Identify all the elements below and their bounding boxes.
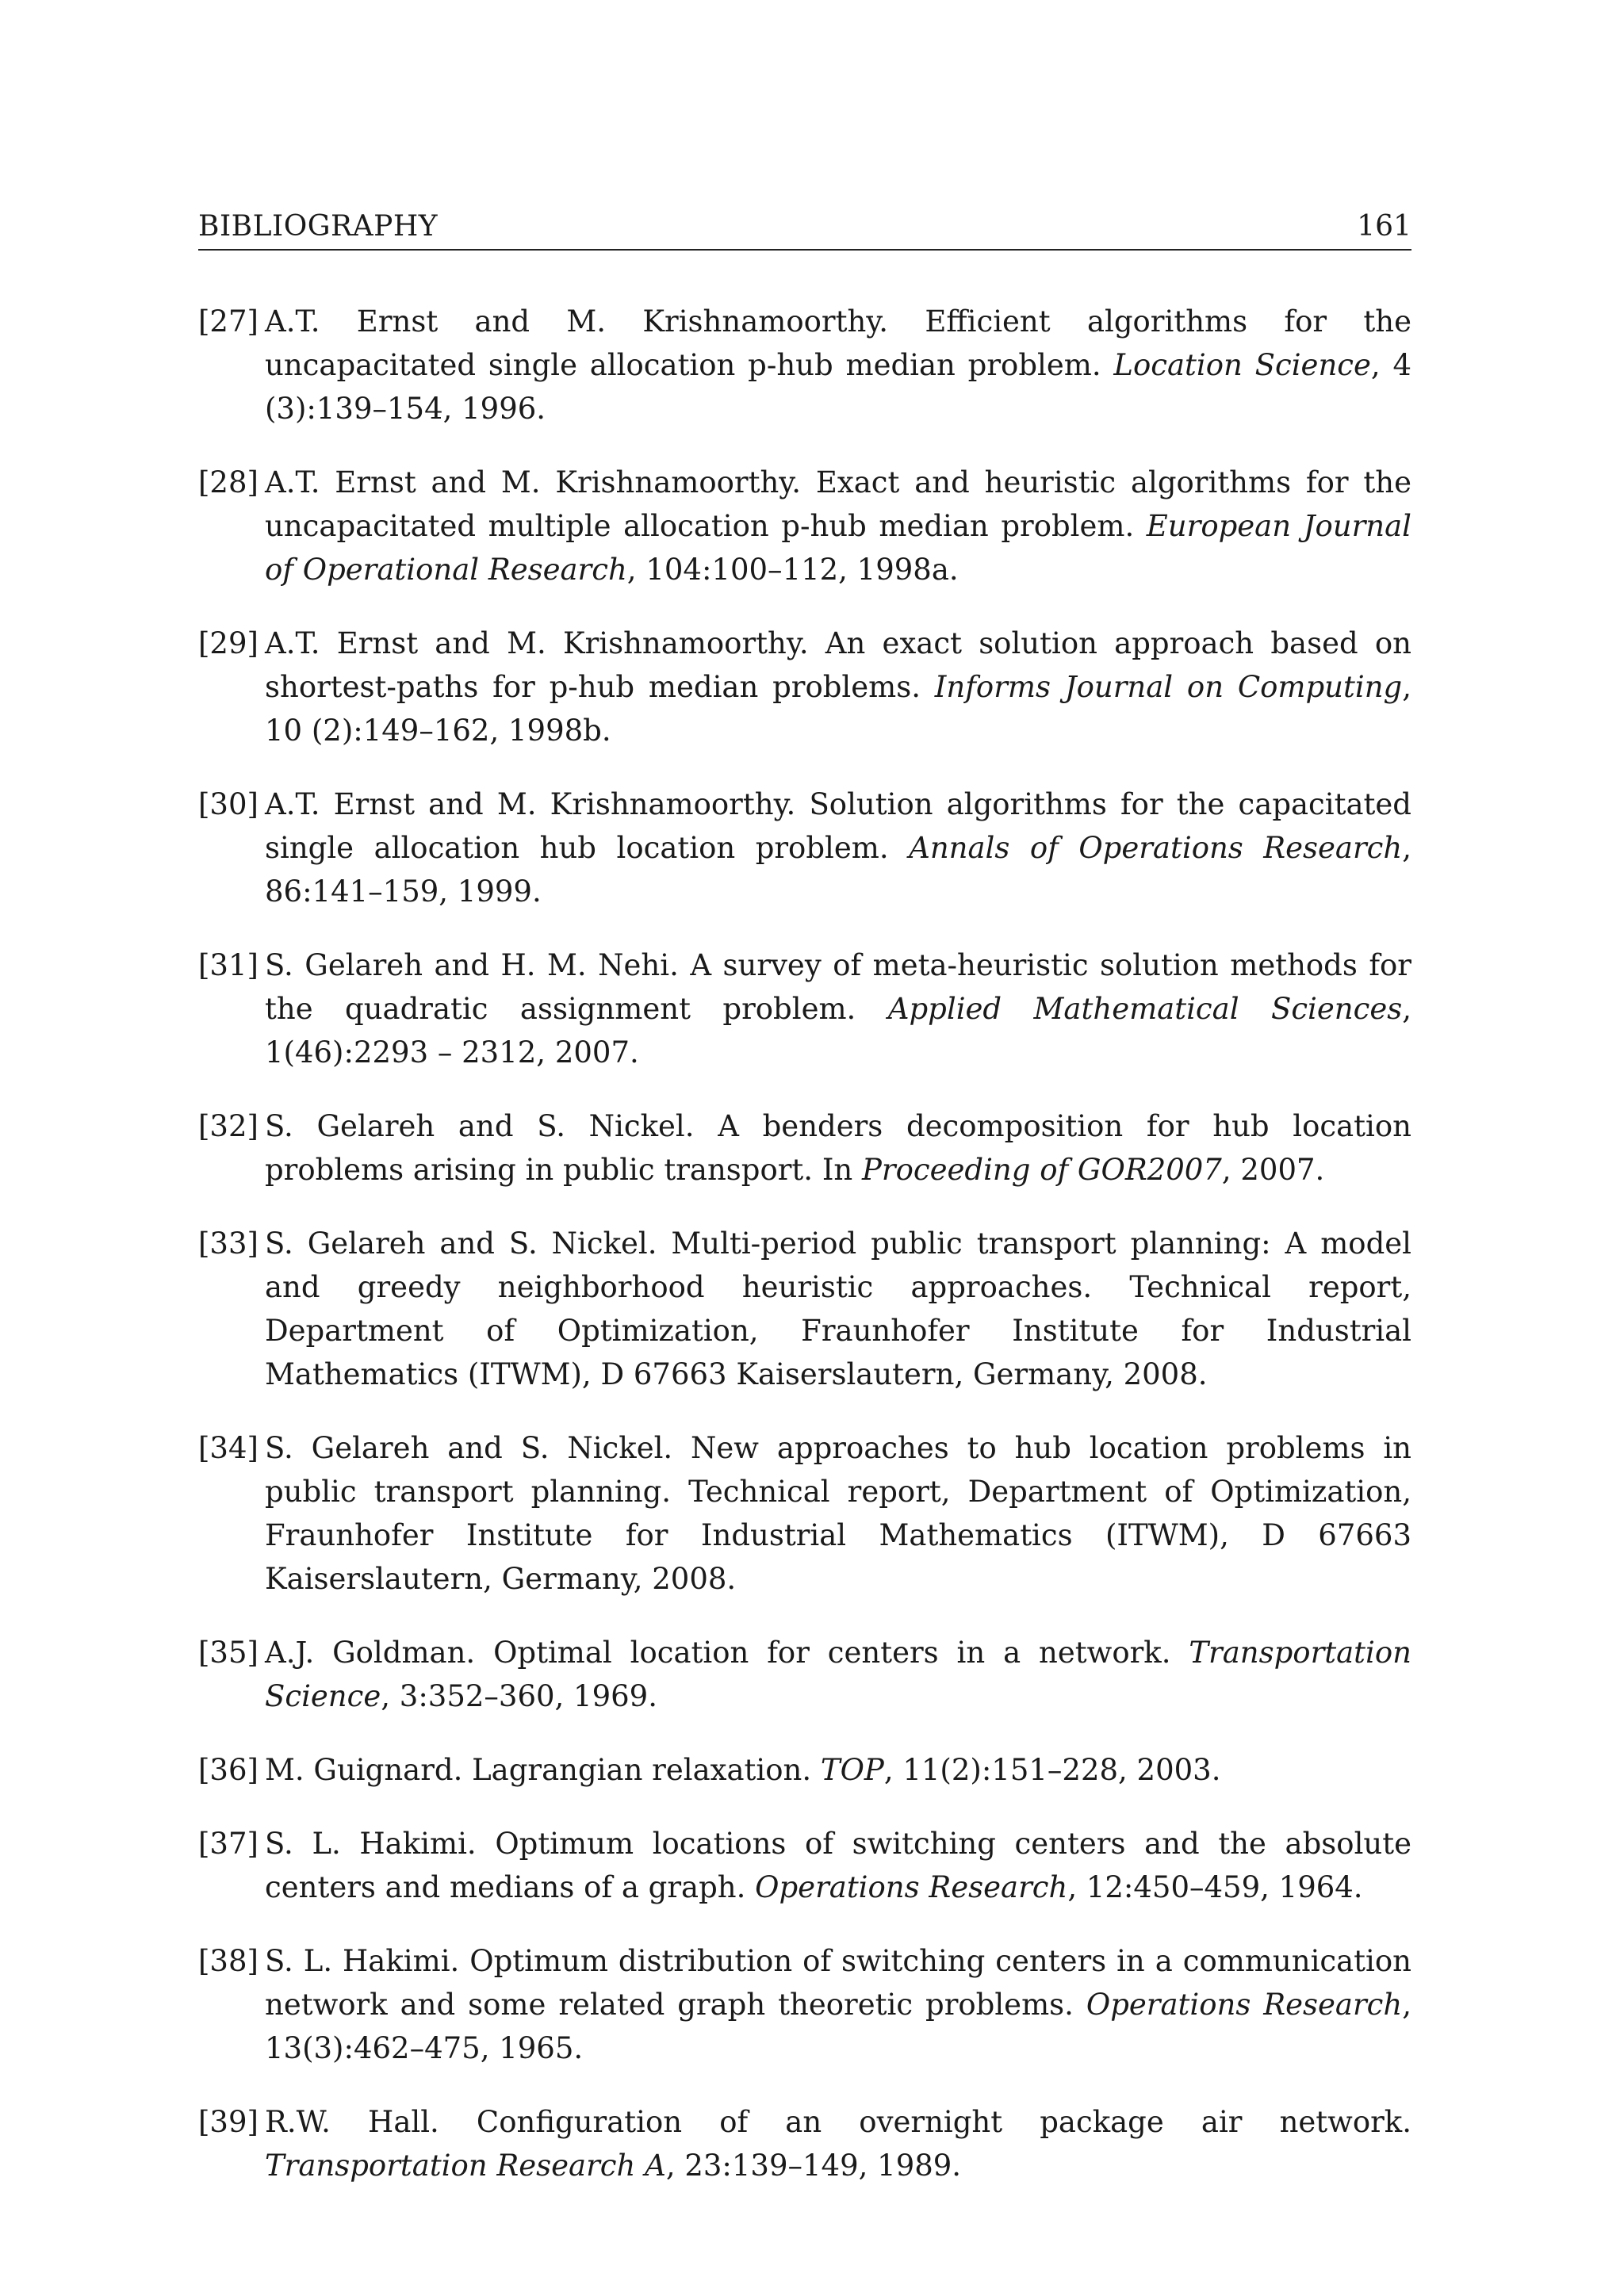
bib-entry-33 [198,1222,1411,1396]
entry-text: S. Gelareh and H. M. Nehi. A survey of meta-heuristic solution methods for the quadratic assignment problem. [265,948,1411,1026]
entry-label: [35] [198,1636,259,1670]
entry-label: [36] [198,1753,259,1787]
entry-venue: Informs Journal on Computing [934,670,1403,704]
entry-text: A.T. Ernst and M. Krishnamoorthy. Exact and heuristic algorithms for the uncapacitated multiple allocation p-hub median problem. [265,465,1411,543]
entry-details: , 23:139–149, 1989. [665,2149,962,2183]
entry-label: [29] [198,626,259,660]
entry-details: , 3:352–360, 1969. [381,1679,657,1713]
entry-label: [37] [198,1827,259,1861]
entry-venue: Location Science [1113,348,1371,382]
bib-entry-28 [198,461,1411,591]
entry-details: , 104:100–112, 1998a. [626,553,959,587]
entry-text: A.J. Goldman. Optimal location for centers in a network. [265,1636,1189,1670]
entry-details: , 1(46):2293 – 2312, 2007. [265,992,1411,1070]
entry-label: [33] [198,1226,259,1261]
running-header [198,205,1411,251]
bib-entry-30 [198,783,1411,913]
entry-label: [32] [198,1109,259,1143]
entry-venue: Annals of Operations Research [909,831,1403,865]
entry-venue: European Journal of Operational Research [265,509,1411,587]
entry-text: S. L. Hakimi. Optimum distribution of switching centers in a communication network and some related graph theoretic problems. [265,1944,1411,2022]
entry-text: A.T. Ernst and M. Krishnamoorthy. Solution algorithms for the capacitated single allocation hub location problem. [265,787,1411,865]
entry-details: , 86:141–159, 1999. [265,831,1411,909]
entry-label: [39] [198,2105,259,2139]
entry-details: , 12:450–459, 1964. [1067,1870,1363,1904]
bib-entry-29 [198,622,1411,752]
bib-entry-38 [198,1939,1411,2070]
entry-label: [28] [198,465,259,499]
entry-venue: Operations Research [755,1870,1068,1904]
bib-entry-39 [198,2100,1411,2187]
header-title: BIBLIOGRAPHY [198,210,439,243]
bibliography-list [198,300,1411,2218]
entry-venue: Proceeding of GOR2007 [862,1153,1222,1187]
entry-venue: Transportation Research A [265,2149,666,2183]
entry-venue: TOP [820,1753,884,1787]
bib-entry-31 [198,943,1411,1074]
entry-details: , 2007. [1221,1153,1325,1187]
entry-text: A.T. Ernst and M. Krishnamoorthy. An exact solution approach based on shortest-paths for p-hub median problems. [265,626,1411,704]
entry-label: [31] [198,948,259,982]
bib-entry-37 [198,1822,1411,1909]
page-number: 161 [1357,210,1411,243]
entry-details: , 10 (2):149–162, 1998b. [265,670,1411,748]
entry-venue: Operations Research [1086,1988,1403,2022]
entry-text: M. Guignard. Lagrangian relaxation. [265,1753,821,1787]
entry-text: S. Gelareh and S. Nickel. New approaches to hub location problems in public transport planning. Technical report, Department of Optimization, Fraunhofer Institute for Industrial Mathematics (ITWM), D 67663 Kaiserslautern, Germany, 2008. [265,1431,1411,1596]
entry-text: A.T. Ernst and M. Krishnamoorthy. Efficient algorithms for the uncapacitated single allocation p-hub median problem. [265,304,1411,382]
bib-entry-32 [198,1104,1411,1192]
entry-text: S. L. Hakimi. Optimum locations of switching centers and the absolute centers and medians of a graph. [265,1827,1411,1904]
entry-label: [38] [198,1944,259,1978]
entry-text: R.W. Hall. Configuration of an overnight package air network. [265,2105,1411,2139]
entry-venue: Applied Mathematical Sciences [887,992,1403,1026]
entry-label: [34] [198,1431,259,1465]
entry-details: , 4 (3):139–154, 1996. [265,348,1411,426]
bib-entry-35 [198,1631,1411,1718]
entry-text: S. Gelareh and S. Nickel. A benders decomposition for hub location problems arising in public transport. In [265,1109,1411,1187]
entry-label: [30] [198,787,259,821]
bib-entry-27 [198,300,1411,430]
bib-entry-34 [198,1426,1411,1601]
entry-details: , 11(2):151–228, 2003. [883,1753,1221,1787]
entry-details: , 13(3):462–475, 1965. [265,1988,1411,2065]
entry-venue: Transportation Science [265,1636,1411,1713]
entry-label: [27] [198,304,259,339]
entry-text: S. Gelareh and S. Nickel. Multi-period public transport planning: A model and greedy neighborhood heuristic approaches. Technical report, Department of Optimization, Fraunhofer Institute for Industrial Mathematics (ITWM), D 67663 Kaiserslautern, Germany, 2008. [265,1226,1411,1391]
bib-entry-36 [198,1748,1411,1792]
